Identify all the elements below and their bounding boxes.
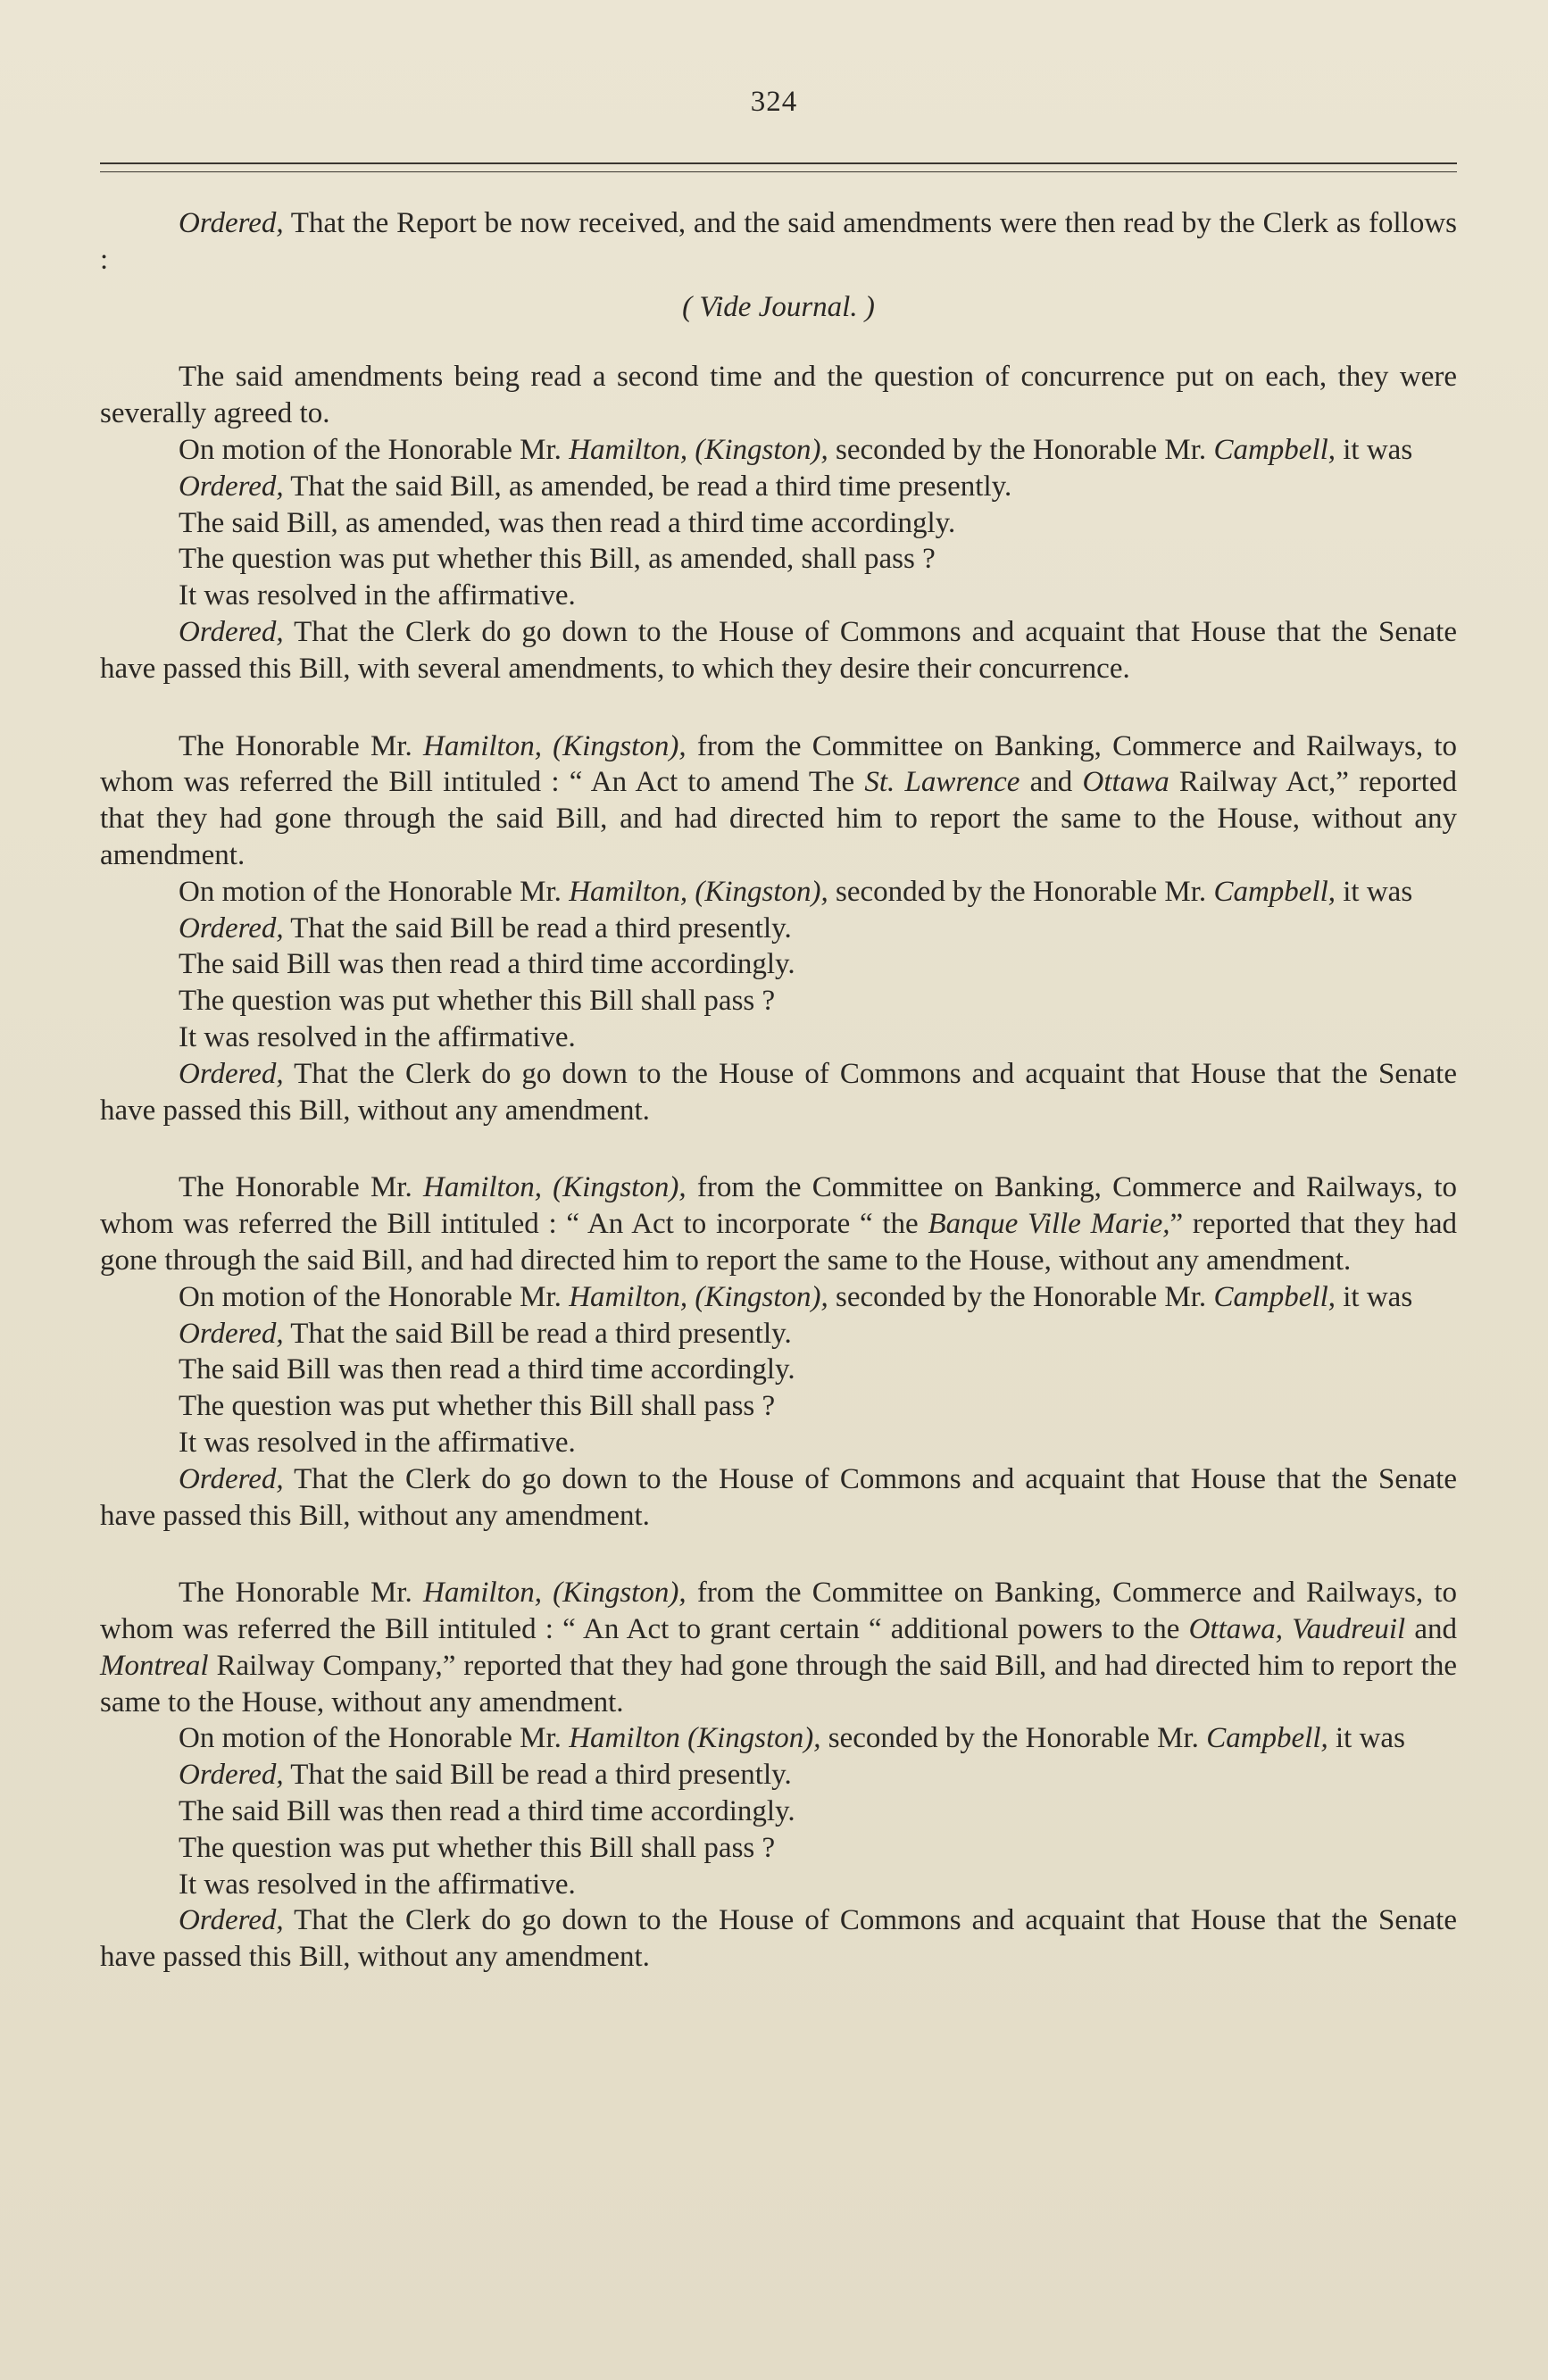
section-gap — [100, 1128, 1457, 1169]
page-number: 324 — [750, 86, 798, 118]
section-gap — [100, 687, 1457, 728]
motion-paragraph: On motion of the Honorable Mr. Hamilton, (Kingston), seconded by the Honorable Mr. Campbell, it was — [179, 875, 1413, 908]
banque-ville-marie-bill-section — [100, 1169, 1457, 1534]
header-rule — [100, 162, 1457, 164]
resolved-affirmative: It was resolved in the affirmative. — [179, 1020, 576, 1053]
page-body — [100, 205, 1457, 1976]
ordered-third-reading: Ordered, That the said Bill be read a third presently. — [179, 1759, 792, 1792]
question-put: The question was put whether this Bill shall pass ? — [179, 1831, 776, 1864]
committee-report-paragraph: The Honorable Mr. Hamilton, (Kingston), from the Committee on Banking, Commerce and Railways, to whom was referred the Bill intituled : “ An Act to amend The St. Lawrence and Ottawa Railway Act,” reported that they had gone through the said Bill, and had directed him to report the same to the House, without any amendment. — [100, 729, 1458, 871]
committee-report-paragraph: The Honorable Mr. Hamilton, (Kingston), from the Committee on Banking, Commerce and Railways, to whom was referred the Bill intituled : “ An Act to incorporate “ the Banque Ville Marie,” reported that they had gone through the said Bill, and had directed him to report the same to the House, without any amendment. — [100, 1171, 1457, 1277]
ottawa-vaudreuil-montreal-bill-section — [100, 1575, 1457, 1976]
ordered-acquaint-commons: Ordered, That the Clerk do go down to the House of Commons and acquaint that House that the Senate have passed this Bill, without any amendment. — [100, 1904, 1457, 1974]
read-third-time: The said Bill was then read a third time accordingly. — [179, 1353, 795, 1386]
committee-report-paragraph: The Honorable Mr. Hamilton, (Kingston), from the Committee on Banking, Commerce and Railways, to whom was referred the Bill intituled : “ An Act to grant certain “ additional powers to the Ottawa, Vaudreuil and Montreal Railway Company,” reported that they had gone through the said Bill, and had directed him to report the same to the House, without any amendment. — [100, 1577, 1457, 1718]
section-gap — [100, 1534, 1457, 1575]
ordered-third-reading: Ordered, That the said Bill be read a third presently. — [179, 911, 792, 945]
vide-journal-note: ( Vide Journal. ) — [682, 290, 875, 323]
ordered-acquaint-commons: Ordered, That the Clerk do go down to the House of Commons and acquaint that House that the Senate have passed this Bill, without any amendment. — [100, 1462, 1457, 1532]
question-put: The question was put whether this Bill shall pass ? — [179, 1390, 776, 1423]
ordered-acquaint-commons: Ordered, That the Clerk do go down to the House of Commons and acquaint that House that the Senate have passed this Bill, with several amendments, to which they desire their concurrence. — [100, 615, 1457, 685]
amendments-paragraph: The said amendments being read a second time and the question of concurrence put on each, they were severally agreed to. — [100, 361, 1457, 430]
read-third-time: The said Bill was then read a third time accordingly. — [179, 1795, 795, 1828]
ordered-third-reading: Ordered, That the said Bill be read a third presently. — [179, 1317, 792, 1350]
header-rule-thin — [100, 171, 1457, 172]
read-third-time: The said Bill was then read a third time accordingly. — [179, 948, 795, 981]
motion-paragraph: On motion of the Honorable Mr. Hamilton, (Kingston), seconded by the Honorable Mr. Campbell, it was — [179, 433, 1413, 466]
resolved-affirmative: It was resolved in the affirmative. — [179, 579, 576, 612]
question-put: The question was put whether this Bill, as amended, shall pass ? — [179, 543, 936, 576]
ordered-report-paragraph: Ordered, That the Report be now received, and the said amendments were then read by the Clerk as follows : — [100, 207, 1457, 276]
resolved-affirmative: It was resolved in the affirmative. — [179, 1426, 576, 1459]
ordered-acquaint-commons: Ordered, That the Clerk do go down to the House of Commons and acquaint that House that the Senate have passed this Bill, without any amendment. — [100, 1057, 1457, 1127]
ordered-third-reading: Ordered, That the said Bill, as amended, be read a third time presently. — [179, 470, 1012, 503]
question-put: The question was put whether this Bill shall pass ? — [179, 985, 776, 1018]
read-third-time: The said Bill, as amended, was then read a third time accordingly. — [179, 506, 956, 539]
resolved-affirmative: It was resolved in the affirmative. — [179, 1868, 576, 1901]
motion-paragraph: On motion of the Honorable Mr. Hamilton (Kingston), seconded by the Honorable Mr. Campbell, it was — [179, 1722, 1405, 1755]
st-lawrence-ottawa-bill-section — [100, 728, 1457, 1129]
report-received-section — [100, 205, 1457, 687]
motion-paragraph: On motion of the Honorable Mr. Hamilton, (Kingston), seconded by the Honorable Mr. Campbell, it was — [179, 1280, 1413, 1313]
